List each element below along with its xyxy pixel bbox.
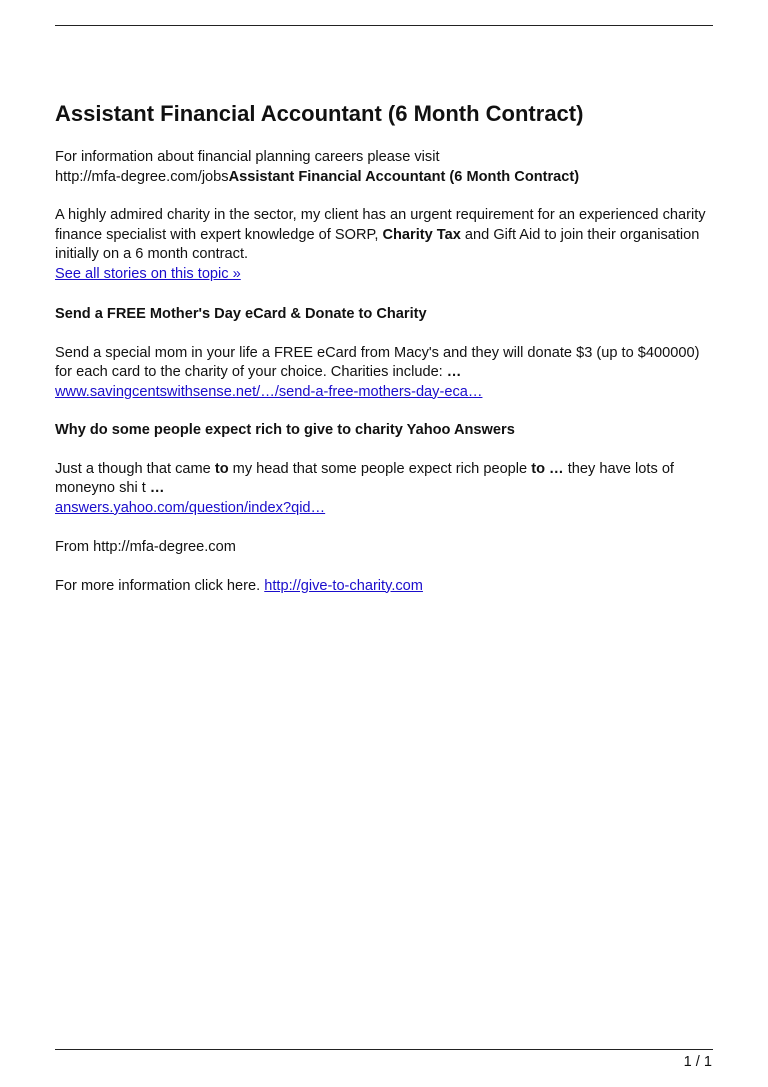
from-line: From http://mfa-degree.com (55, 539, 236, 555)
story-3-heading: Why do some people expect rich to give to charity Yahoo Answers (55, 422, 515, 438)
intro-url: http://mfa-degree.com/jobs (55, 168, 229, 185)
story-3-bold-c: … (149, 480, 165, 496)
story-1-text-a: A highly admired charity in the sector, my client has an urgent requirement for an experienced charity finance specialist with expert knowledge of SORP, (55, 207, 706, 243)
header-rule (55, 25, 713, 26)
document-body (55, 100, 717, 596)
footer-rule (55, 1049, 713, 1050)
story-3-text-b: my head that some people expect rich people (228, 460, 532, 477)
give-to-charity-link[interactable]: http://give-to-charity.com (264, 577, 423, 594)
intro-line: For information about financial planning careers please visit (55, 149, 440, 165)
page-number: 1 / 1 (683, 1054, 712, 1070)
story-2-heading: Send a FREE Mother's Day eCard & Donate to Charity (55, 306, 427, 322)
intro-paragraph (55, 148, 717, 187)
see-all-stories-link[interactable]: See all stories on this topic » (55, 265, 241, 282)
story-3-bold-a: to (214, 460, 229, 477)
story-3-paragraph (55, 460, 717, 519)
story-2-text: Send a special mom in your life a FREE eCard from Macy's and they will donate $3 (up to $400000) for each card to the charity of your choice. Charities include: (55, 344, 700, 380)
story-2-paragraph (55, 344, 717, 403)
story-1-text-b: and Gift Aid to join their organisation initially on a 6 month contract. (55, 226, 700, 262)
yahoo-answers-link[interactable]: answers.yahoo.com/question/index?qid… (55, 499, 326, 516)
page-title: Assistant Financial Accountant (6 Month Contract) (55, 101, 584, 126)
more-info-paragraph (55, 577, 717, 597)
more-info-text: For more information click here. (55, 577, 265, 594)
savingcents-link[interactable]: www.savingcentswithsense.net/…/send-a-free-mothers-day-eca… (55, 383, 483, 400)
intro-bold-title: Assistant Financial Accountant (6 Month Contract) (228, 168, 580, 185)
story-3-text-a: Just a though that came (55, 460, 215, 477)
story-3-bold-b: to … (531, 460, 564, 477)
story-3-text-c: they have lots of moneyno shi t (55, 460, 674, 496)
story-1-bold: Charity Tax (382, 226, 461, 243)
story-2-ellipsis: … (446, 364, 462, 380)
story-1-paragraph (55, 206, 717, 284)
